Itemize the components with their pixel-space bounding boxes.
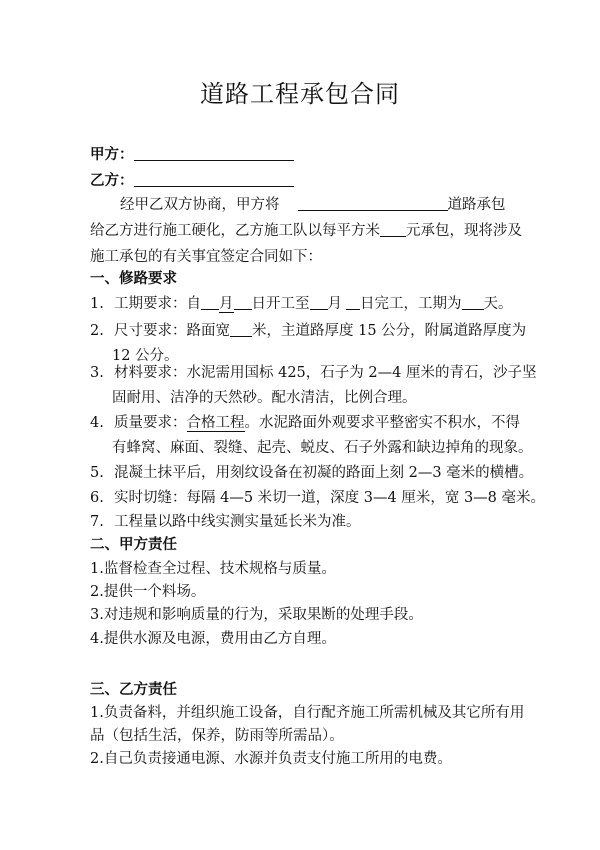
intro-text-2b: 元承包，现将涉及 — [406, 223, 522, 239]
party-b-line — [90, 169, 294, 190]
price-blank[interactable] — [380, 222, 406, 237]
req-item-2-cont: 12 公分。 — [112, 348, 179, 364]
item-text: 天。 — [483, 296, 513, 312]
item-number: 3. — [90, 365, 104, 381]
item-text: 材料要求：水泥需用国标 425，石子为 2—4 厘米的青石，沙子坚 — [114, 365, 537, 381]
item-text: 尺寸要求：路面宽 — [114, 323, 230, 339]
party-b-duty-1-cont: 品（包括生活，保养，防雨等所需品）。 — [90, 728, 344, 744]
start-day-blank[interactable] — [234, 295, 252, 310]
item-number: 2. — [90, 323, 104, 339]
req-item-3 — [90, 361, 536, 382]
party-b-blank[interactable] — [134, 172, 294, 187]
item-text: 实时切缝：每隔 4—5 米切一道，深度 3—4 厘米，宽 3—8 毫米。 — [114, 490, 546, 506]
party-b-duty-1: 1.负责备料，并组织施工设备，自行配齐施工所需机械及其它所有用 — [90, 705, 525, 721]
section-1-heading: 一、修路要求 — [90, 270, 177, 287]
req-item-1 — [90, 292, 513, 313]
item-text: 米，主道路厚度 15 公分，附属道路厚度为 — [252, 323, 527, 339]
party-b-label: 乙方： — [90, 172, 134, 189]
party-a-duty-1: 1.监督检查全过程、技术规格与质量。 — [90, 561, 336, 577]
req-item-4 — [90, 411, 520, 432]
req-item-6 — [90, 486, 545, 507]
party-b-duty-2: 2.自己负责接通电源、水源并负责支付施工所用的电费。 — [90, 751, 452, 767]
item-text: 工期要求：自 — [114, 296, 201, 312]
party-a-line — [90, 143, 294, 164]
item-text: 日开工至 — [251, 296, 310, 312]
item-text: 工程量以路中线实测实量延长米为准。 — [114, 514, 361, 530]
start-month-blank[interactable] — [201, 295, 219, 310]
intro-line-1 — [120, 193, 506, 214]
party-a-duty-2: 2.提供一个料场。 — [90, 584, 206, 600]
item-text: 质量要求： — [114, 415, 187, 431]
intro-line-2 — [90, 219, 522, 240]
intro-text-1b: 道路承包 — [447, 197, 506, 213]
req-item-4-cont: 有蜂窝、麻面、裂缝、起壳、蜕皮、石子外露和缺边掉角的现象。 — [112, 440, 533, 456]
party-a-label: 甲方： — [90, 146, 134, 163]
item-number: 4. — [90, 415, 104, 431]
section-3-heading: 三、乙方责任 — [90, 681, 177, 698]
month-label: 月 — [327, 296, 342, 312]
item-text: 混凝土抹平后，用刻纹设备在初凝的路面上刻 2—3 毫米的横槽。 — [114, 465, 534, 481]
page-title: 道路工程承包合同 — [200, 80, 400, 108]
intro-line-3: 施工承包的有关事宜签定合同如下： — [90, 249, 322, 265]
req-item-5 — [90, 461, 533, 482]
month-label: 月 — [219, 296, 234, 312]
intro-text-1a: 经甲乙双方协商，甲方将 — [120, 197, 280, 213]
road-name-blank[interactable] — [298, 196, 448, 211]
quality-standard: 合格工程 — [186, 415, 245, 431]
req-item-2 — [90, 319, 526, 340]
intro-text-2a: 给乙方进行施工硬化，乙方施工队以每平方米 — [90, 223, 380, 239]
item-number: 5. — [90, 465, 104, 481]
road-width-blank[interactable] — [230, 322, 252, 337]
duration-blank[interactable] — [462, 295, 484, 310]
party-a-blank[interactable] — [134, 146, 294, 161]
item-text: 日完工，工期为 — [360, 296, 462, 312]
end-month-blank[interactable] — [310, 295, 328, 310]
party-a-duty-3: 3.对违规和影响质量的行为，采取果断的处理手段。 — [90, 607, 423, 623]
req-item-7 — [90, 510, 361, 531]
section-2-heading: 二、甲方责任 — [90, 536, 177, 553]
item-number: 6. — [90, 490, 104, 506]
item-number: 7. — [90, 514, 104, 530]
party-a-duty-4: 4.提供水源及电源，费用由乙方自理。 — [90, 631, 336, 647]
item-text: 。水泥路面外观要求平整密实不积水，不得 — [244, 415, 520, 431]
item-number: 1. — [90, 296, 104, 312]
end-day-blank[interactable] — [346, 295, 360, 310]
req-item-3-cont: 固耐用、洁净的天然砂。配水清洁，比例合理。 — [112, 390, 417, 406]
